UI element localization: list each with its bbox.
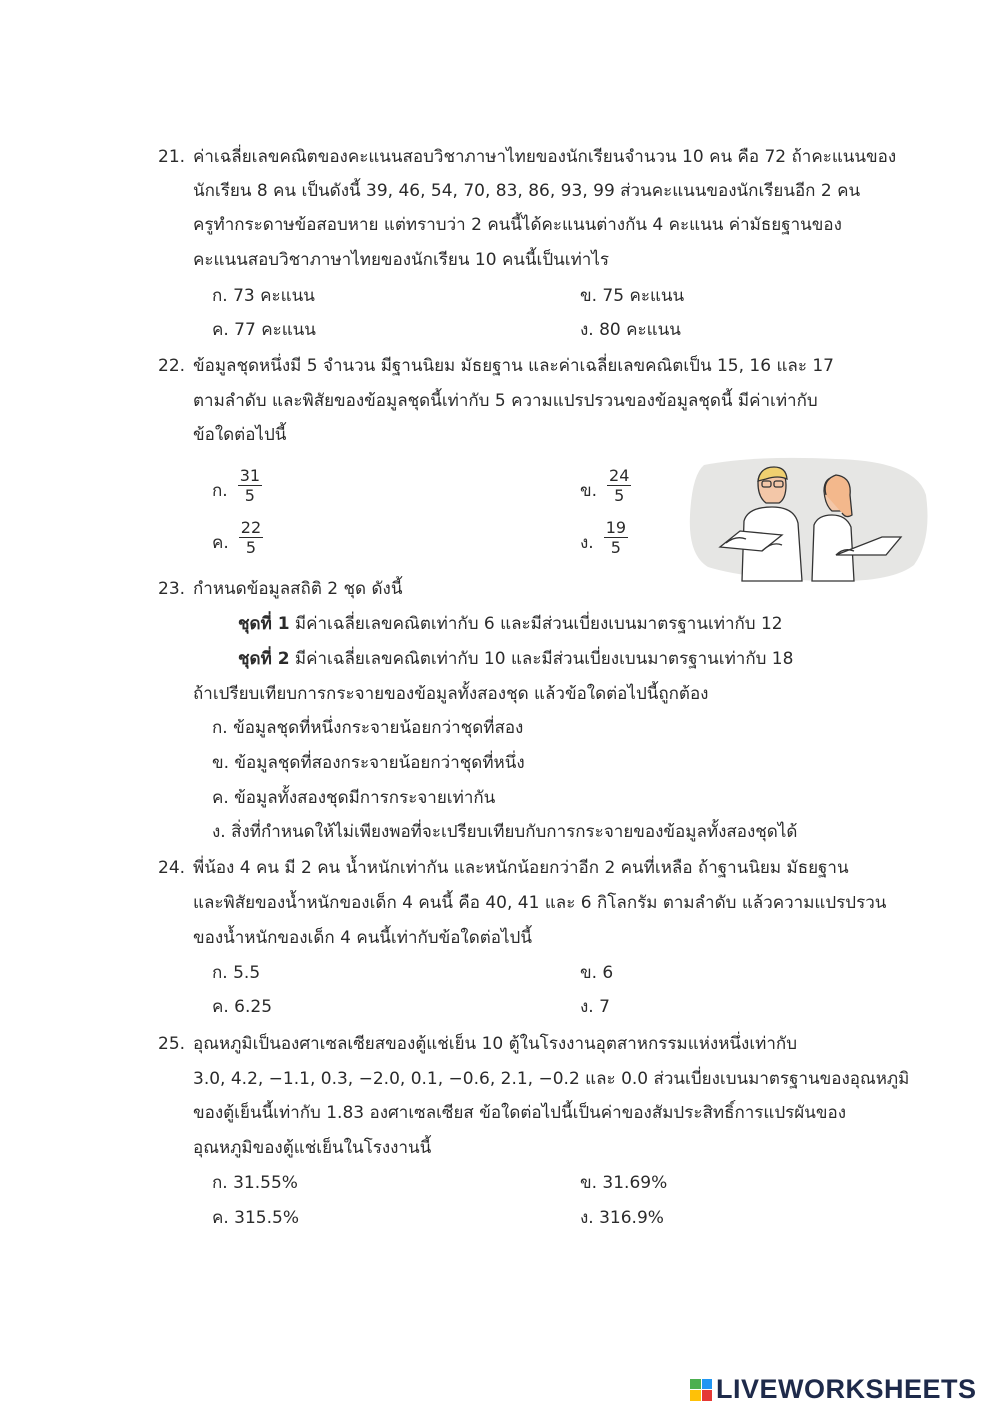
q23-option-d[interactable]: ง. สิ่งที่กำหนดให้ไม่เพียงพอที่จะเปรียบเทียบกับการกระจายของข้อมูลทั้งสองชุดได้ <box>212 822 798 842</box>
denominator: 5 <box>614 486 625 505</box>
fraction <box>604 518 628 557</box>
q23-option-a[interactable]: ก. ข้อมูลชุดที่หนึ่งกระจายน้อยกว่าชุดที่สอง <box>212 718 524 738</box>
q25-number: 25. <box>158 1034 186 1054</box>
q23-option-c[interactable]: ค. ข้อมูลทั้งสองชุดมีการกระจายเท่ากัน <box>212 788 496 808</box>
q21-line-3: ครูทำกระดาษข้อสอบหาย แต่ทราบว่า 2 คนนี้ได้คะแนนต่างกัน 4 คะแนน ค่ามัธยฐานของ <box>193 215 842 235</box>
q22-option-c[interactable] <box>212 518 263 557</box>
q24-option-b[interactable]: ข. 6 <box>580 963 614 983</box>
denominator: 5 <box>610 538 621 557</box>
q23-option-b[interactable]: ข. ข้อมูลชุดที่สองกระจายน้อยกว่าชุดที่หนึ่ง <box>212 753 525 773</box>
q24-option-d[interactable]: ง. 7 <box>580 997 610 1017</box>
q21-option-b[interactable]: ข. 75 คะแนน <box>580 286 685 306</box>
q23-set-2-text: มีค่าเฉลี่ยเลขคณิตเท่ากับ 10 และมีส่วนเบี่ยงเบนมาตรฐานเท่ากับ 18 <box>289 649 794 669</box>
liveworksheets-logo-icon <box>690 1379 712 1401</box>
q24-option-c[interactable]: ค. 6.25 <box>212 997 273 1017</box>
q22-option-a-label: ก. <box>212 481 228 501</box>
q24-line-3: ของน้ำหนักของเด็ก 4 คนนี้เท่ากับข้อใดต่อไปนี้ <box>193 928 532 948</box>
numerator: 31 <box>239 466 261 485</box>
q22-line-1: ข้อมูลชุดหนึ่งมี 5 จำนวน มีฐานนิยม มัธยฐาน และค่าเฉลี่ยเลขคณิตเป็น 15, 16 และ 17 <box>193 356 834 376</box>
numerator: 19 <box>605 518 627 537</box>
q25-option-c[interactable]: ค. 315.5% <box>212 1208 300 1228</box>
q23-number: 23. <box>158 579 186 599</box>
q24-line-2: และพิสัยของน้ำหนักของเด็ก 4 คนนี้ คือ 40, 41 และ 6 กิโลกรัม ตามลำดับ แล้วความแปรปรวน <box>193 893 887 913</box>
q21-number: 21. <box>158 147 186 167</box>
q22-option-d-label: ง. <box>580 533 594 553</box>
numerator: 22 <box>240 518 262 537</box>
liveworksheets-logo-text: LIVEWORKSHEETS <box>716 1374 977 1404</box>
q25-option-a[interactable]: ก. 31.55% <box>212 1173 298 1193</box>
q21-option-a[interactable]: ก. 73 คะแนน <box>212 286 315 306</box>
q23-intro: กำหนดข้อมูลสถิติ 2 ชุด ดังนี้ <box>193 579 403 599</box>
q25-line-1: อุณหภูมิเป็นองศาเซลเซียสของตู้แช่เย็น 10 ตู้ในโรงงานอุตสาหกรรมแห่งหนึ่งเท่ากับ <box>193 1034 797 1054</box>
denominator: 5 <box>244 486 255 505</box>
q22-option-b-label: ข. <box>580 481 598 501</box>
q24-number: 24. <box>158 858 186 878</box>
q22-number: 22. <box>158 356 186 376</box>
q23-set-2 <box>238 648 793 670</box>
q25-option-b[interactable]: ข. 31.69% <box>580 1173 668 1193</box>
fraction <box>238 466 262 505</box>
q21-line-4: คะแนนสอบวิชาภาษาไทยของนักเรียน 10 คนนี้เป็นเท่าไร <box>193 250 610 270</box>
q24-line-1: พี่น้อง 4 คน มี 2 คน น้ำหนักเท่ากัน และหนักน้อยกว่าอีก 2 คนที่เหลือ ถ้าฐานนิยม มัธยฐาน <box>193 858 849 878</box>
q22-option-b[interactable] <box>580 466 631 505</box>
q22-line-2: ตามลำดับ และพิสัยของข้อมูลชุดนี้เท่ากับ 5 ความแปรปรวนของข้อมูลชุดนี้ มีค่าเท่ากับ <box>193 391 818 411</box>
q23-set-2-label: ชุดที่ 2 <box>238 649 290 669</box>
q25-line-4: อุณหภูมิของตู้แช่เย็นในโรงงานนี้ <box>193 1138 432 1158</box>
q23-question: ถ้าเปรียบเทียบการกระจายของข้อมูลทั้งสองชุด แล้วข้อใดต่อไปนี้ถูกต้อง <box>193 684 709 704</box>
q25-option-d[interactable]: ง. 316.9% <box>580 1208 664 1228</box>
fraction <box>239 518 263 557</box>
q22-option-c-label: ค. <box>212 533 229 553</box>
q23-set-1 <box>238 613 783 635</box>
q23-set-1-label: ชุดที่ 1 <box>238 614 290 634</box>
q21-line-2: นักเรียน 8 คน เป็นดังนี้ 39, 46, 54, 70, 83, 86, 93, 99 ส่วนคะแนนของนักเรียนอีก 2 คน <box>193 181 861 201</box>
q21-option-c[interactable]: ค. 77 คะแนน <box>212 320 316 340</box>
q22-option-d[interactable] <box>580 518 628 557</box>
q23-set-1-text: มีค่าเฉลี่ยเลขคณิตเท่ากับ 6 และมีส่วนเบี่ยงเบนมาตรฐานเท่ากับ 12 <box>289 614 783 634</box>
denominator: 5 <box>245 538 257 557</box>
q21-line-1: ค่าเฉลี่ยเลขคณิตของคะแนนสอบวิชาภาษาไทยของนักเรียนจำนวน 10 คน คือ 72 ถ้าคะแนนของ <box>193 147 897 167</box>
liveworksheets-logo[interactable] <box>690 1374 977 1405</box>
q25-line-2: 3.0, 4.2, −1.1, 0.3, −2.0, 0.1, −0.6, 2.1, −0.2 และ 0.0 ส่วนเบี่ยงเบนมาตรฐานของอุณหภูมิ <box>193 1069 910 1089</box>
fraction <box>607 466 631 505</box>
q24-option-a[interactable]: ก. 5.5 <box>212 963 261 983</box>
q25-line-3: ของตู้เย็นนี้เท่ากับ 1.83 องศาเซลเซียส ข้อใดต่อไปนี้เป็นค่าของสัมประสิทธิ์การแปรผันของ <box>193 1103 847 1123</box>
numerator: 24 <box>609 466 630 485</box>
people-with-laptops-illustration <box>686 455 932 583</box>
q21-option-d[interactable]: ง. 80 คะแนน <box>580 320 681 340</box>
q22-option-a[interactable] <box>212 466 262 505</box>
q22-line-3: ข้อใดต่อไปนี้ <box>193 425 287 445</box>
